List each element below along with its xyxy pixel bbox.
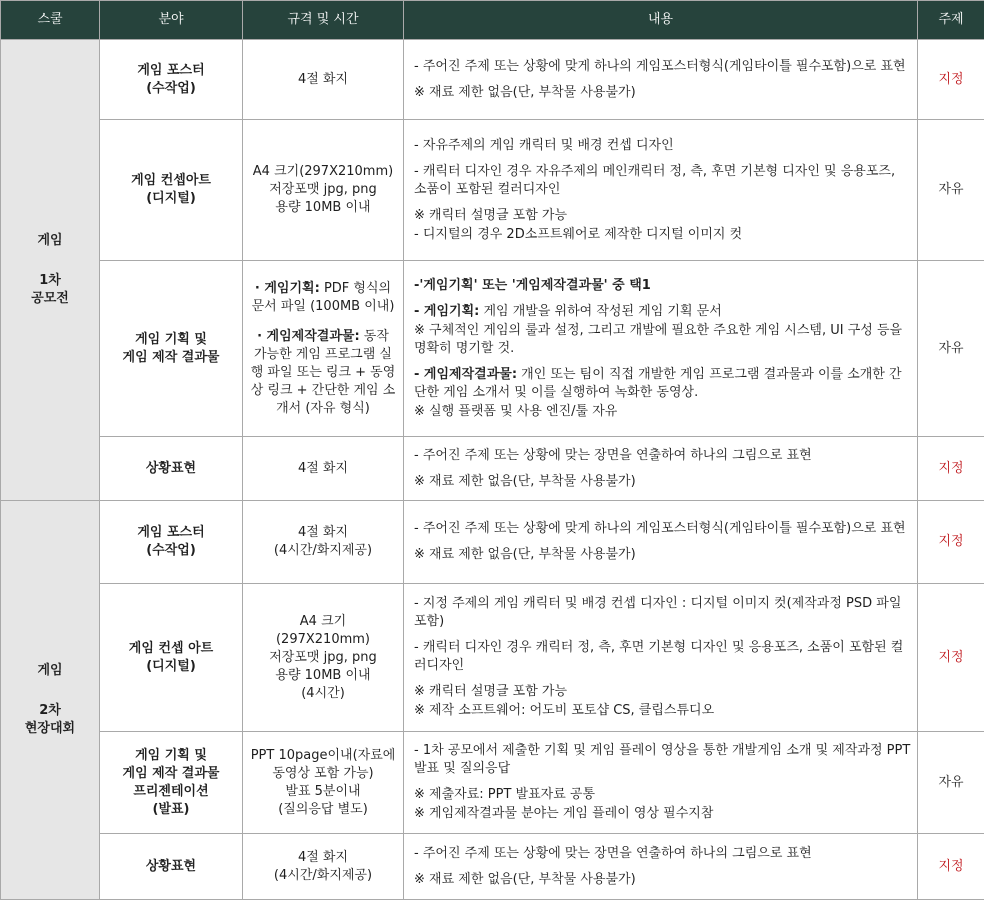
spec-line: (4시간/화지제공): [273, 543, 373, 558]
content-line: - 1차 공모에서 제출한 기획 및 게임 플레이 영상을 통한 개발게임 소개 및 제작과정 PPT 발표 및 질의응답: [414, 743, 911, 776]
spec-label: · 게임기획:: [254, 280, 320, 296]
spec-line: 용량 10MB 이내: [275, 200, 371, 215]
field-cell: [100, 732, 243, 834]
content-note: ※ 실행 플랫폼 및 사용 엔진/툴 자유: [414, 403, 618, 419]
skool-type: 공모전: [31, 291, 69, 306]
content-note: ※ 재료 제한 없음(단, 부착물 사용불가): [414, 84, 636, 100]
content-line: - 디지털의 경우 2D소프트웨어로 제작한 디지털 이미지 컷: [414, 226, 743, 242]
topic-cell: 지정: [918, 584, 984, 732]
spec-line: 4절 화지: [297, 460, 349, 476]
topic-cell: 자유: [918, 732, 984, 834]
content-label: - 게임제작결과물:: [414, 366, 518, 382]
spec-line: 발표 5분이내: [285, 783, 361, 799]
content-note: ※ 제작 소프트웨어: 어도비 포토샵 CS, 클립스튜디오: [414, 703, 715, 718]
field-subtitle: (디지털): [146, 191, 196, 206]
content-note: ※ 재료 제한 없음(단, 부착물 사용불가): [414, 871, 636, 887]
field-cell: [100, 261, 243, 437]
spec-line: (4시간/화지제공): [273, 867, 373, 883]
field-title: 게임 포스터: [137, 62, 205, 78]
content-cell: [404, 501, 918, 584]
skool-type: 현장대회: [24, 721, 76, 736]
content-cell: [404, 437, 918, 501]
spec-cell: [243, 120, 404, 261]
content-note: ※ 캐릭터 설명글 포함 가능: [414, 207, 568, 223]
spec-text: 동작 가능한 게임 프로그램 실행 파일 또는 링크 + 동영상 링크 + 간단한 게임 소개서 (자유 형식): [250, 328, 396, 416]
content-note: ※ 재료 제한 없음(단, 부착물 사용불가): [414, 473, 636, 489]
spec-cell: [243, 732, 404, 834]
field-title: 프리젠테이션: [133, 783, 209, 799]
spec-line: PPT 10page이내(자료에 동영상 포함 가능): [250, 747, 396, 781]
skool-round: 2차: [39, 703, 61, 718]
header-topic: 주제: [918, 1, 984, 40]
field-title: 게임 컨셉아트: [131, 173, 211, 188]
table-row: [1, 261, 984, 437]
content-line: -'게임기획' 또는 '게임제작결과물' 중 택1: [414, 277, 651, 293]
field-cell: [100, 120, 243, 261]
content-cell: [404, 732, 918, 834]
field-cell: [100, 40, 243, 120]
content-cell: [404, 584, 918, 732]
header-row: [1, 1, 984, 40]
table-row: [1, 437, 984, 501]
field-subtitle: (디지털): [146, 658, 196, 674]
spec-label: · 게임제작결과물:: [257, 328, 360, 344]
content-cell: [404, 120, 918, 261]
content-line: - 주어진 주제 또는 상황에 맞는 장면을 연출하여 하나의 그림으로 표현: [414, 447, 812, 463]
spec-line: (질의응답 별도): [278, 801, 368, 817]
content-line: - 캐릭터 디자인 경우 캐릭터 정, 측, 후면 기본형 디자인 및 응용포즈, 소품이 포함된 컬러디자인: [414, 640, 904, 673]
skool-cell-round2: [1, 501, 100, 900]
spec-line: A4 크기: [299, 613, 347, 629]
spec-line: 저장포맷 jpg, png: [269, 649, 377, 665]
content-note: ※ 재료 제한 없음(단, 부착물 사용불가): [414, 547, 636, 562]
table-row: [1, 120, 984, 261]
spec-line: 용량 10MB 이내: [275, 667, 371, 683]
topic-cell: 자유: [918, 120, 984, 261]
content-line: - 주어진 주제 또는 상황에 맞게 하나의 게임포스터형식(게임타이틀 필수포함)으로 표현: [414, 521, 906, 536]
field-title: 게임 컨셉 아트: [128, 640, 214, 656]
content-note: ※ 제출자료: PPT 발표자료 공통: [414, 787, 596, 802]
spec-item: [249, 328, 397, 418]
content-line: - 자유주제의 게임 캐릭터 및 배경 컨셉 디자인: [414, 137, 674, 153]
spec-line: 4절 화지: [297, 849, 349, 865]
skool-round: 1차: [39, 273, 61, 288]
field-subtitle: (수작업): [146, 543, 196, 558]
content-cell: [404, 261, 918, 437]
topic-cell: 지정: [918, 437, 984, 501]
spec-line: (4시간): [301, 685, 345, 701]
table-row: [1, 732, 984, 834]
header-content: 내용: [404, 1, 918, 40]
skool-name: 게임: [37, 233, 63, 248]
field-title: 게임 제작 결과물: [122, 765, 220, 781]
content-line: - 캐릭터 디자인 경우 자유주제의 메인캐릭터 정, 측, 후면 기본형 디자인 및 응용포즈, 소품이 포함된 컬러디자인: [414, 163, 896, 197]
field-cell: [100, 437, 243, 501]
skool-cell-round1: [1, 40, 100, 501]
spec-line: (297X210mm): [275, 631, 370, 647]
table-row: [1, 834, 984, 900]
field-title: 상황표현: [145, 858, 197, 874]
content-line: - 주어진 주제 또는 상황에 맞는 장면을 연출하여 하나의 그림으로 표현: [414, 845, 812, 861]
field-title: 게임 기획 및: [135, 747, 207, 763]
table-row: [1, 584, 984, 732]
field-subtitle: (발표): [152, 801, 190, 817]
spec-cell: [243, 834, 404, 900]
field-title: 상황표현: [145, 460, 197, 476]
content-line: - 주어진 주제 또는 상황에 맞게 하나의 게임포스터형식(게임타이틀 필수포함)으로 표현: [414, 58, 906, 74]
topic-cell: 지정: [918, 834, 984, 900]
field-subtitle: (수작업): [146, 80, 196, 96]
content-line: [414, 303, 911, 321]
skool-name: 게임: [37, 663, 63, 678]
content-cell: [404, 834, 918, 900]
content-line: [414, 366, 911, 402]
topic-cell: 자유: [918, 261, 984, 437]
content-text: 개인 또는 팀이 직접 개발한 게임 프로그램 결과물과 이를 소개한 간단한 게임 소개서 및 이를 실행하여 녹화한 동영상.: [414, 366, 902, 400]
content-note: ※ 게임제작결과물 분야는 게임 플레이 영상 필수지참: [414, 806, 714, 821]
content-note: ※ 캐릭터 설명글 포함 가능: [414, 684, 568, 699]
content-text: 게임 개발을 위하여 작성된 게임 기획 문서: [479, 303, 722, 319]
table-row: [1, 40, 984, 120]
field-subtitle: 게임 제작 결과물: [122, 349, 220, 365]
content-note: ※ 구체적인 게임의 룰과 설정, 그리고 개발에 필요한 주요한 게임 시스템, UI 구성 등을 명확히 명기할 것.: [414, 322, 903, 356]
spec-line: A4 크기(297X210mm): [252, 164, 394, 179]
topic-cell: 지정: [918, 501, 984, 584]
field-cell: [100, 834, 243, 900]
spec-cell: [243, 40, 404, 120]
field-cell: [100, 501, 243, 584]
header-field: 분야: [100, 1, 243, 40]
table-row: [1, 501, 984, 584]
field-title: 게임 기획 및: [135, 331, 207, 347]
spec-text: PDF 형식의 문서 파일 (100MB 이내): [251, 280, 395, 314]
header-skool: 스쿨: [1, 1, 100, 40]
content-cell: [404, 40, 918, 120]
spec-line: 4절 화지: [297, 525, 349, 540]
field-title: 게임 포스터: [137, 525, 205, 540]
content-label: - 게임기획:: [414, 303, 480, 319]
content-line: - 지정 주제의 게임 캐릭터 및 배경 컨셉 디자인 : 디지털 이미지 컷(제작과정 PSD 파일 포함): [414, 596, 902, 629]
field-cell: [100, 584, 243, 732]
spec-cell: [243, 261, 404, 437]
spec-item: [249, 280, 397, 316]
spec-cell: [243, 584, 404, 732]
spec-cell: [243, 437, 404, 501]
header-spec: 규격 및 시간: [243, 1, 404, 40]
spec-line: 4절 화지: [297, 71, 349, 87]
spec-cell: [243, 501, 404, 584]
spec-line: 저장포맷 jpg, png: [269, 182, 377, 197]
topic-cell: 지정: [918, 40, 984, 120]
